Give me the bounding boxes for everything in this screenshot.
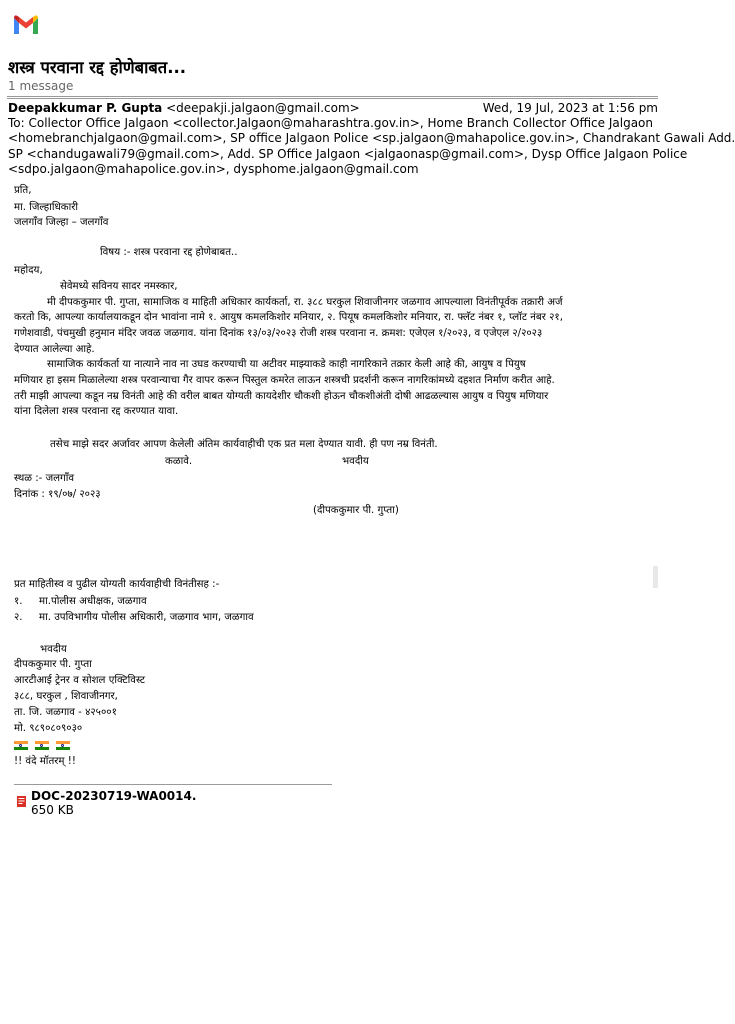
gmail-logo-icon (12, 14, 40, 36)
divider (7, 96, 658, 97)
pdf-file-icon[interactable] (17, 796, 26, 807)
copy-item-number: १. (14, 596, 23, 607)
sender-mobile: मो. ९८९०८०९०३० (14, 723, 83, 734)
india-flag-icon (14, 741, 28, 750)
letter-paragraph-line: गणेशवाडी, पंचमुखी हनुमान मंदिर जवळ जळगाव. यांना दिनांक १३/०३/२०२३ रोजी शस्त्र परवाना न. क्रमश: एजेएल १/२०२३, व एजेएल २/२०२३ (14, 328, 543, 339)
vande-mataram: !! वंदे मॉतरम् !! (14, 756, 76, 767)
letter-kalave: कळावे. (165, 456, 193, 467)
sender-address: ३८८, घरकुल , शिवाजीनगर, (14, 691, 118, 702)
divider (7, 98, 658, 99)
letter-addressee: मा. जिल्हाधिकारी (14, 202, 79, 213)
attachment-size: 650 KB (31, 803, 74, 817)
letter-paragraph-line: देण्यात आलेल्या आहे. (14, 344, 95, 355)
sender-name[interactable]: Deepakkumar P. Gupta (8, 101, 163, 115)
copy-item-number: २. (14, 612, 23, 623)
page-edge (653, 566, 658, 588)
email-date: Wed, 19 Jul, 2023 at 1:56 pm (482, 101, 658, 115)
recipients-line: SP <chandugawali79@gmail.com>, Add. SP Office Jalgaon <jalgaonasp@gmail.com>, Dysp Office Jalgaon Police (8, 146, 688, 161)
closing: भवदीय (40, 644, 67, 655)
letter-date: दिनांक : १९/०७/ २०२३ (14, 489, 101, 500)
letter-paragraph-line: यांना दिलेला शस्त्र परवाना रद्द करण्यात यावा. (14, 406, 179, 417)
email-subject: शस्त्र परवाना रद्द होणेबाबत... (8, 58, 187, 77)
letter-paragraph-line: मी दीपककुमार पी. गुप्ता, सामाजिक व माहिती अधिकार कार्यकर्ता, रा. ३८८ घरकुल शिवाजीनगर जळगाव आपल्याला विनंतीपूर्वक तक्रारी अर्ज (47, 297, 563, 308)
message-count: 1 message (8, 79, 74, 93)
letter-signature: (दीपककुमार पी. गुप्ता) (313, 505, 399, 516)
india-flag-icon (56, 741, 70, 750)
letter-bhavadiy: भवदीय (342, 456, 369, 467)
letter-salutation: महोदय, (14, 265, 43, 276)
letter-greeting: सेवेमध्ये सविनय सादर नमस्कार, (60, 281, 178, 292)
letter-paragraph-line: सामाजिक कार्यकर्ता या नात्याने नाव ना उघड करण्याची या अटीवर माझ्याकडे काही नागरिकाने तक्रार केली आहे की, आयुष व पियुष (47, 359, 526, 370)
copy-item: मा.पोलीस अधीक्षक, जळगाव (39, 596, 147, 607)
sender-title: आरटीआई ट्रेनर व सोशल एक्टिविस्ट (14, 675, 146, 686)
letter-district: जलगाँव जिल्हा – जलगाँव (14, 217, 109, 228)
copy-heading: प्रत माहितीस्व व पुढील योग्यती कार्यवाहीची विनंतीसह :- (14, 579, 220, 590)
copy-item: मा. उपविभागीय पोलीस अधिकारी, जळगाव भाग, जळगाव (39, 612, 254, 623)
letter-paragraph-line: तरी माझी आपल्या कडून नम्र विनंती आहे की वरील बाबत योग्यती कायदेशीर चौकशी होऊन चौकशीअंती दोषी आढळल्यास आयुष व पियुष मणियार (14, 391, 549, 402)
india-flags (14, 741, 72, 751)
email-header (8, 101, 735, 177)
letter-request: तसेच माझे सदर अर्जावर आपण केलेली अंतिम कार्यवाहीची एक प्रत मला देण्यात यावी. ही पण नम्र विनंती. (50, 439, 438, 450)
india-flag-icon (35, 741, 49, 750)
attachment-divider (14, 784, 332, 785)
letter-paragraph-line: करतो कि, आपल्या कार्यालयाकडून दोन भावांना नामे १. आयुष कमलकिशोर मनियार, २. पियूष कमलकिशोर मनियार, रा. फ्लॅट नंबर १, प्लॉट नंबर २१, (14, 312, 563, 323)
sender-city: ता. जि. जळगाव - ४२५००१ (14, 707, 117, 718)
letter-place: स्थळ :- जलगाँव (14, 473, 75, 484)
recipients-line: To: Collector Office Jalgaon <collector.Jalgaon@maharashtra.gov.in>, Home Branch Collector Office Jalgaon (8, 116, 653, 131)
recipients-line: <sdpo.jalgaon@mahapolice.gov.in>, dysphome.jalgaon@gmail.com (8, 161, 419, 176)
letter-prati: प्रति, (14, 185, 32, 196)
recipients-line: <homebranchjalgaon@gmail.com>, SP office Jalgaon Police <sp.jalgaon@mahapolice.gov.in>, Chandrakant Gawali Add. (8, 131, 735, 146)
sender-name-marathi: दीपककुमार पी. गुप्ता (14, 659, 92, 670)
sender-email[interactable]: <deepakji.jalgaon@gmail.com> (166, 101, 360, 115)
attachment-name[interactable]: DOC-20230719-WA0014. (31, 789, 197, 803)
letter-paragraph-line: मणियार हा इसम मिळालेल्या शस्त्र परवान्याचा गैर वापर करून पिस्तुल कमरेत लाऊन शस्त्रची प्रदर्शनी करून नागरिकांमध्ये दहशत निर्माण करीत आहे. (14, 375, 555, 386)
letter-subject: विषय :- शस्त्र परवाना रद्द होणेबाबत.. (100, 247, 238, 258)
